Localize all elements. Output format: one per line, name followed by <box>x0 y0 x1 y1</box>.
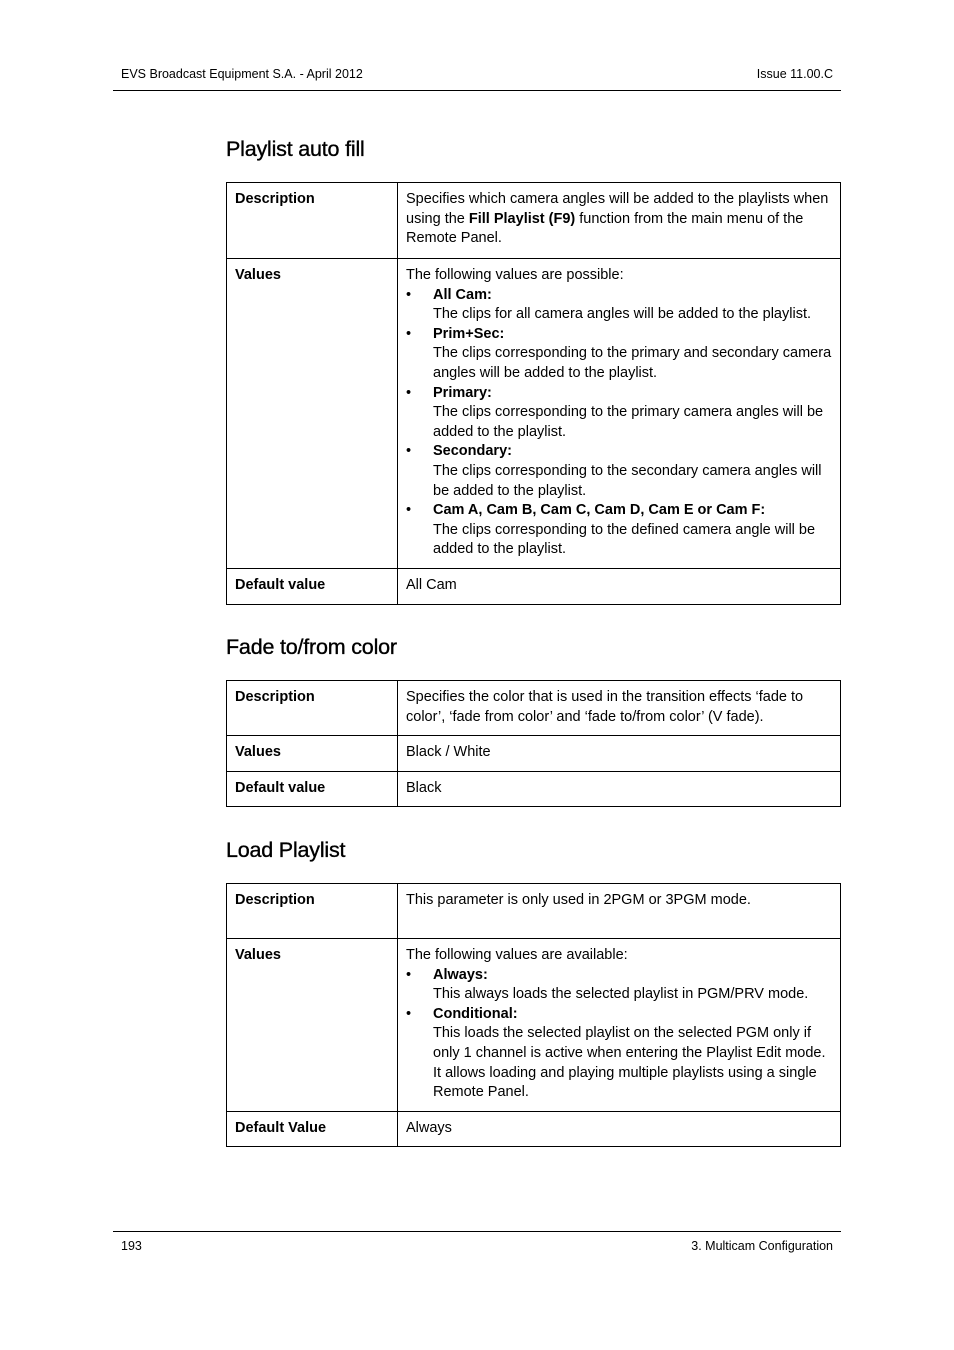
header-issue: Issue 11.00.C <box>756 67 833 81</box>
table-row <box>227 568 841 604</box>
row-value <box>398 939 841 1112</box>
table-row <box>227 736 841 772</box>
list-item <box>406 384 834 443</box>
option-text: The clips corresponding to the primary and secondary camera angles will be added to the playlist. <box>433 345 832 381</box>
list-item <box>406 1005 834 1103</box>
row-value: This parameter is only used in 2PGM or 3PGM mode. <box>398 884 841 939</box>
row-value <box>398 183 841 259</box>
list-item <box>406 966 834 1005</box>
row-label: Default value <box>227 771 398 807</box>
row-label: Default Value <box>227 1111 398 1147</box>
option-text: The clips corresponding to the secondary camera angles will be added to the playlist. <box>433 462 822 499</box>
row-value: Always <box>398 1111 841 1147</box>
row-label: Description <box>227 681 398 736</box>
fade-color-table <box>226 680 841 807</box>
page-number: 193 <box>121 1239 142 1253</box>
values-list <box>406 966 834 1103</box>
option-text: The clips corresponding to the primary camera angles will be added to the playlist. <box>433 404 824 440</box>
option-name: • Cam A, Cam B, Cam C, Cam D, Cam E or Cam F: <box>433 502 766 519</box>
row-value: All Cam <box>398 568 841 604</box>
option-text: This always loads the selected playlist in PGM/PRV mode. <box>433 986 809 1003</box>
table-row <box>227 1111 841 1147</box>
option-name: • Conditional: <box>433 1005 518 1022</box>
row-label: Description <box>227 183 398 259</box>
option-text: The clips corresponding to the defined camera angle will be added to the playlist. <box>433 521 816 558</box>
values-intro: The following values are possible: <box>406 267 624 283</box>
list-item <box>406 286 834 325</box>
table-row <box>227 259 841 569</box>
list-item <box>406 325 834 384</box>
row-value <box>398 259 841 569</box>
load-playlist-table <box>226 883 841 1147</box>
row-value: Black <box>398 771 841 807</box>
option-text: The clips for all camera angles will be added to the playlist. <box>433 306 811 323</box>
row-label: Values <box>227 736 398 772</box>
list-item <box>406 442 834 501</box>
option-name: • Secondary: <box>433 443 512 460</box>
table-row <box>227 771 841 807</box>
description-text: Specifies which camera angles will be added to the playlists when using the <box>406 191 829 227</box>
page-header <box>113 65 841 91</box>
description-bold: Fill Playlist (F9) <box>468 210 576 227</box>
option-name: • Primary: <box>433 384 492 401</box>
footer-chapter: 3. Multicam Configuration <box>691 1239 833 1253</box>
row-label: Description <box>227 884 398 939</box>
row-value: Specifies the color that is used in the transition effects ‘fade to color’, ‘fade from color’ and ‘fade to/from color’ (V fade). <box>398 681 841 736</box>
table-row <box>227 884 841 939</box>
description-text: function from the main menu of the Remote Panel. <box>406 210 804 247</box>
table-row <box>227 183 841 259</box>
option-name: • Always: <box>433 966 488 983</box>
header-publisher: EVS Broadcast Equipment S.A. - April 2012 <box>121 67 363 81</box>
list-item <box>406 501 834 560</box>
values-intro: The following values are available: <box>406 947 628 963</box>
section-title-playlist-auto-fill: Playlist auto fill <box>226 137 365 161</box>
playlist-auto-fill-table <box>226 182 841 605</box>
option-name: • Prim+Sec: <box>433 325 505 342</box>
section-title-load-playlist: Load Playlist <box>226 838 346 862</box>
table-row <box>227 681 841 736</box>
option-text: This loads the selected playlist on the selected PGM only if only 1 channel is active when entering the Playlist Edit mode. It allows loading and playing multiple playlists using a single Remote Panel. <box>433 1025 826 1101</box>
table-row <box>227 939 841 1112</box>
values-list <box>406 286 834 560</box>
row-value: Black / White <box>398 736 841 772</box>
row-label: Values <box>227 259 398 569</box>
row-label: Values <box>227 939 398 1112</box>
page-footer <box>113 1231 841 1259</box>
section-title-fade-color: Fade to/from color <box>226 635 397 659</box>
option-name: • All Cam: <box>433 286 492 303</box>
row-label: Default value <box>227 568 398 604</box>
